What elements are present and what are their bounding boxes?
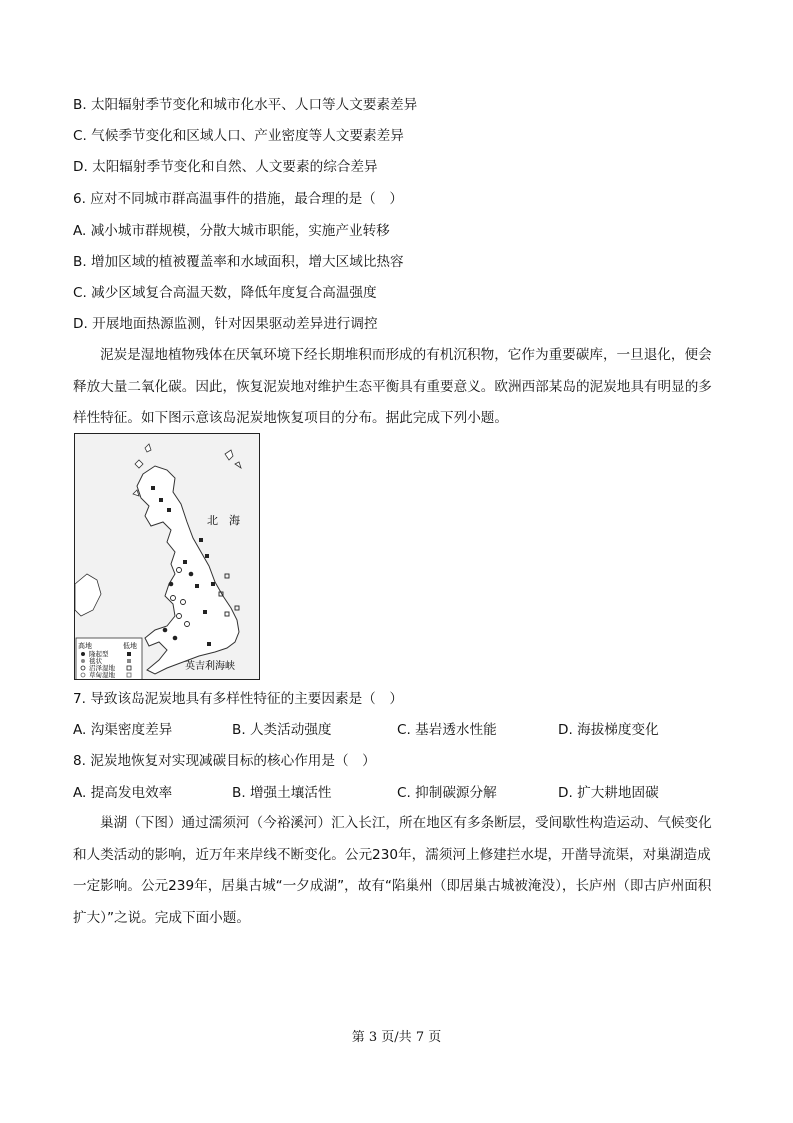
q8-option-b: B. 增强土壤活性 (232, 785, 332, 801)
peat-passage (73, 340, 721, 435)
legend-row-2: 毯状 (89, 657, 102, 665)
q6-option-b: B. 增加区域的植被覆盖率和水域面积，增大区域比热容 (73, 254, 404, 270)
legend-row-4: 草甸湿地 (89, 671, 115, 679)
q8-option-a: A. 提高发电效率 (73, 785, 173, 801)
legend-col1: 高地 (78, 642, 92, 650)
q8-options (73, 784, 721, 802)
q6-stem: 6. 应对不同城市群高温事件的措施，最合理的是（ ） (73, 191, 403, 207)
island-map-svg (75, 434, 260, 680)
q7-option-b: B. 人类活动强度 (232, 722, 332, 738)
q7-option-a: A. 沟渠密度差异 (73, 722, 173, 738)
q6-option-c: C. 减少区域复合高温天数，降低年度复合高温强度 (73, 285, 377, 301)
q5-option-b: B. 太阳辐射季节变化和城市化水平、人口等人文要素差异 (73, 97, 418, 113)
q6-option-a: A. 减小城市群规模，分散大城市职能，实施产业转移 (73, 223, 390, 239)
chaohu-passage-text: 巢湖（下图）通过濡须河（今裕溪河）汇入长江，所在地区有多条断层，受间歇性构造运动、气候变化和人类活动的影响，近万年来岸线不断变化。公元230年，濡须河上修建拦水堤，开凿导流渠，对巢湖造成一定影响。公元239年，居巢古城“一夕成湖”，故有“陷巢州（即居巢古城被淹没），长庐州（即古庐州面积扩大）”之说。完成下面小题。 (73, 815, 712, 926)
q7-option-d: D. 海拔梯度变化 (558, 722, 659, 738)
q5-option-c: C. 气候季节变化和区域人口、产业密度等人文要素差异 (73, 128, 404, 144)
legend-row-3: 沼泽湿地 (89, 664, 115, 672)
page-footer: 第 3 页/共 7 页 (351, 1030, 442, 1045)
legend-col2: 低地 (123, 642, 137, 650)
q6-option-d: D. 开展地面热源监测，针对因果驱动差异进行调控 (73, 316, 378, 332)
channel-label: 英吉利海峡 (185, 661, 235, 672)
chaohu-passage (73, 808, 721, 934)
q5-option-d: D. 太阳辐射季节变化和自然、人文要素的综合差异 (73, 159, 378, 175)
q8-option-c: C. 抑制碳源分解 (397, 785, 497, 801)
sea-label: 北 海 (207, 514, 240, 527)
q7-option-c: C. 基岩透水性能 (397, 722, 497, 738)
peatland-map (74, 433, 260, 680)
peat-passage-text: 泥炭是湿地植物残体在厌氧环境下经长期堆积而形成的有机沉积物，它作为重要碳库，一旦退化，便会释放大量二氧化碳。因此，恢复泥炭地对维护生态平衡具有重要意义。欧洲西部某岛的泥炭地具有明显的多样性特征。如下图示意该岛泥炭地恢复项目的分布。据此完成下列小题。 (73, 347, 712, 426)
q8-stem: 8. 泥炭地恢复对实现减碳目标的核心作用是（ ） (73, 753, 376, 769)
q7-stem: 7. 导致该岛泥炭地具有多样性特征的主要因素是（ ） (73, 691, 403, 707)
legend-row-1: 隆起型 (89, 650, 109, 658)
q7-options (73, 721, 721, 739)
q8-option-d: D. 扩大耕地固碳 (558, 785, 659, 801)
